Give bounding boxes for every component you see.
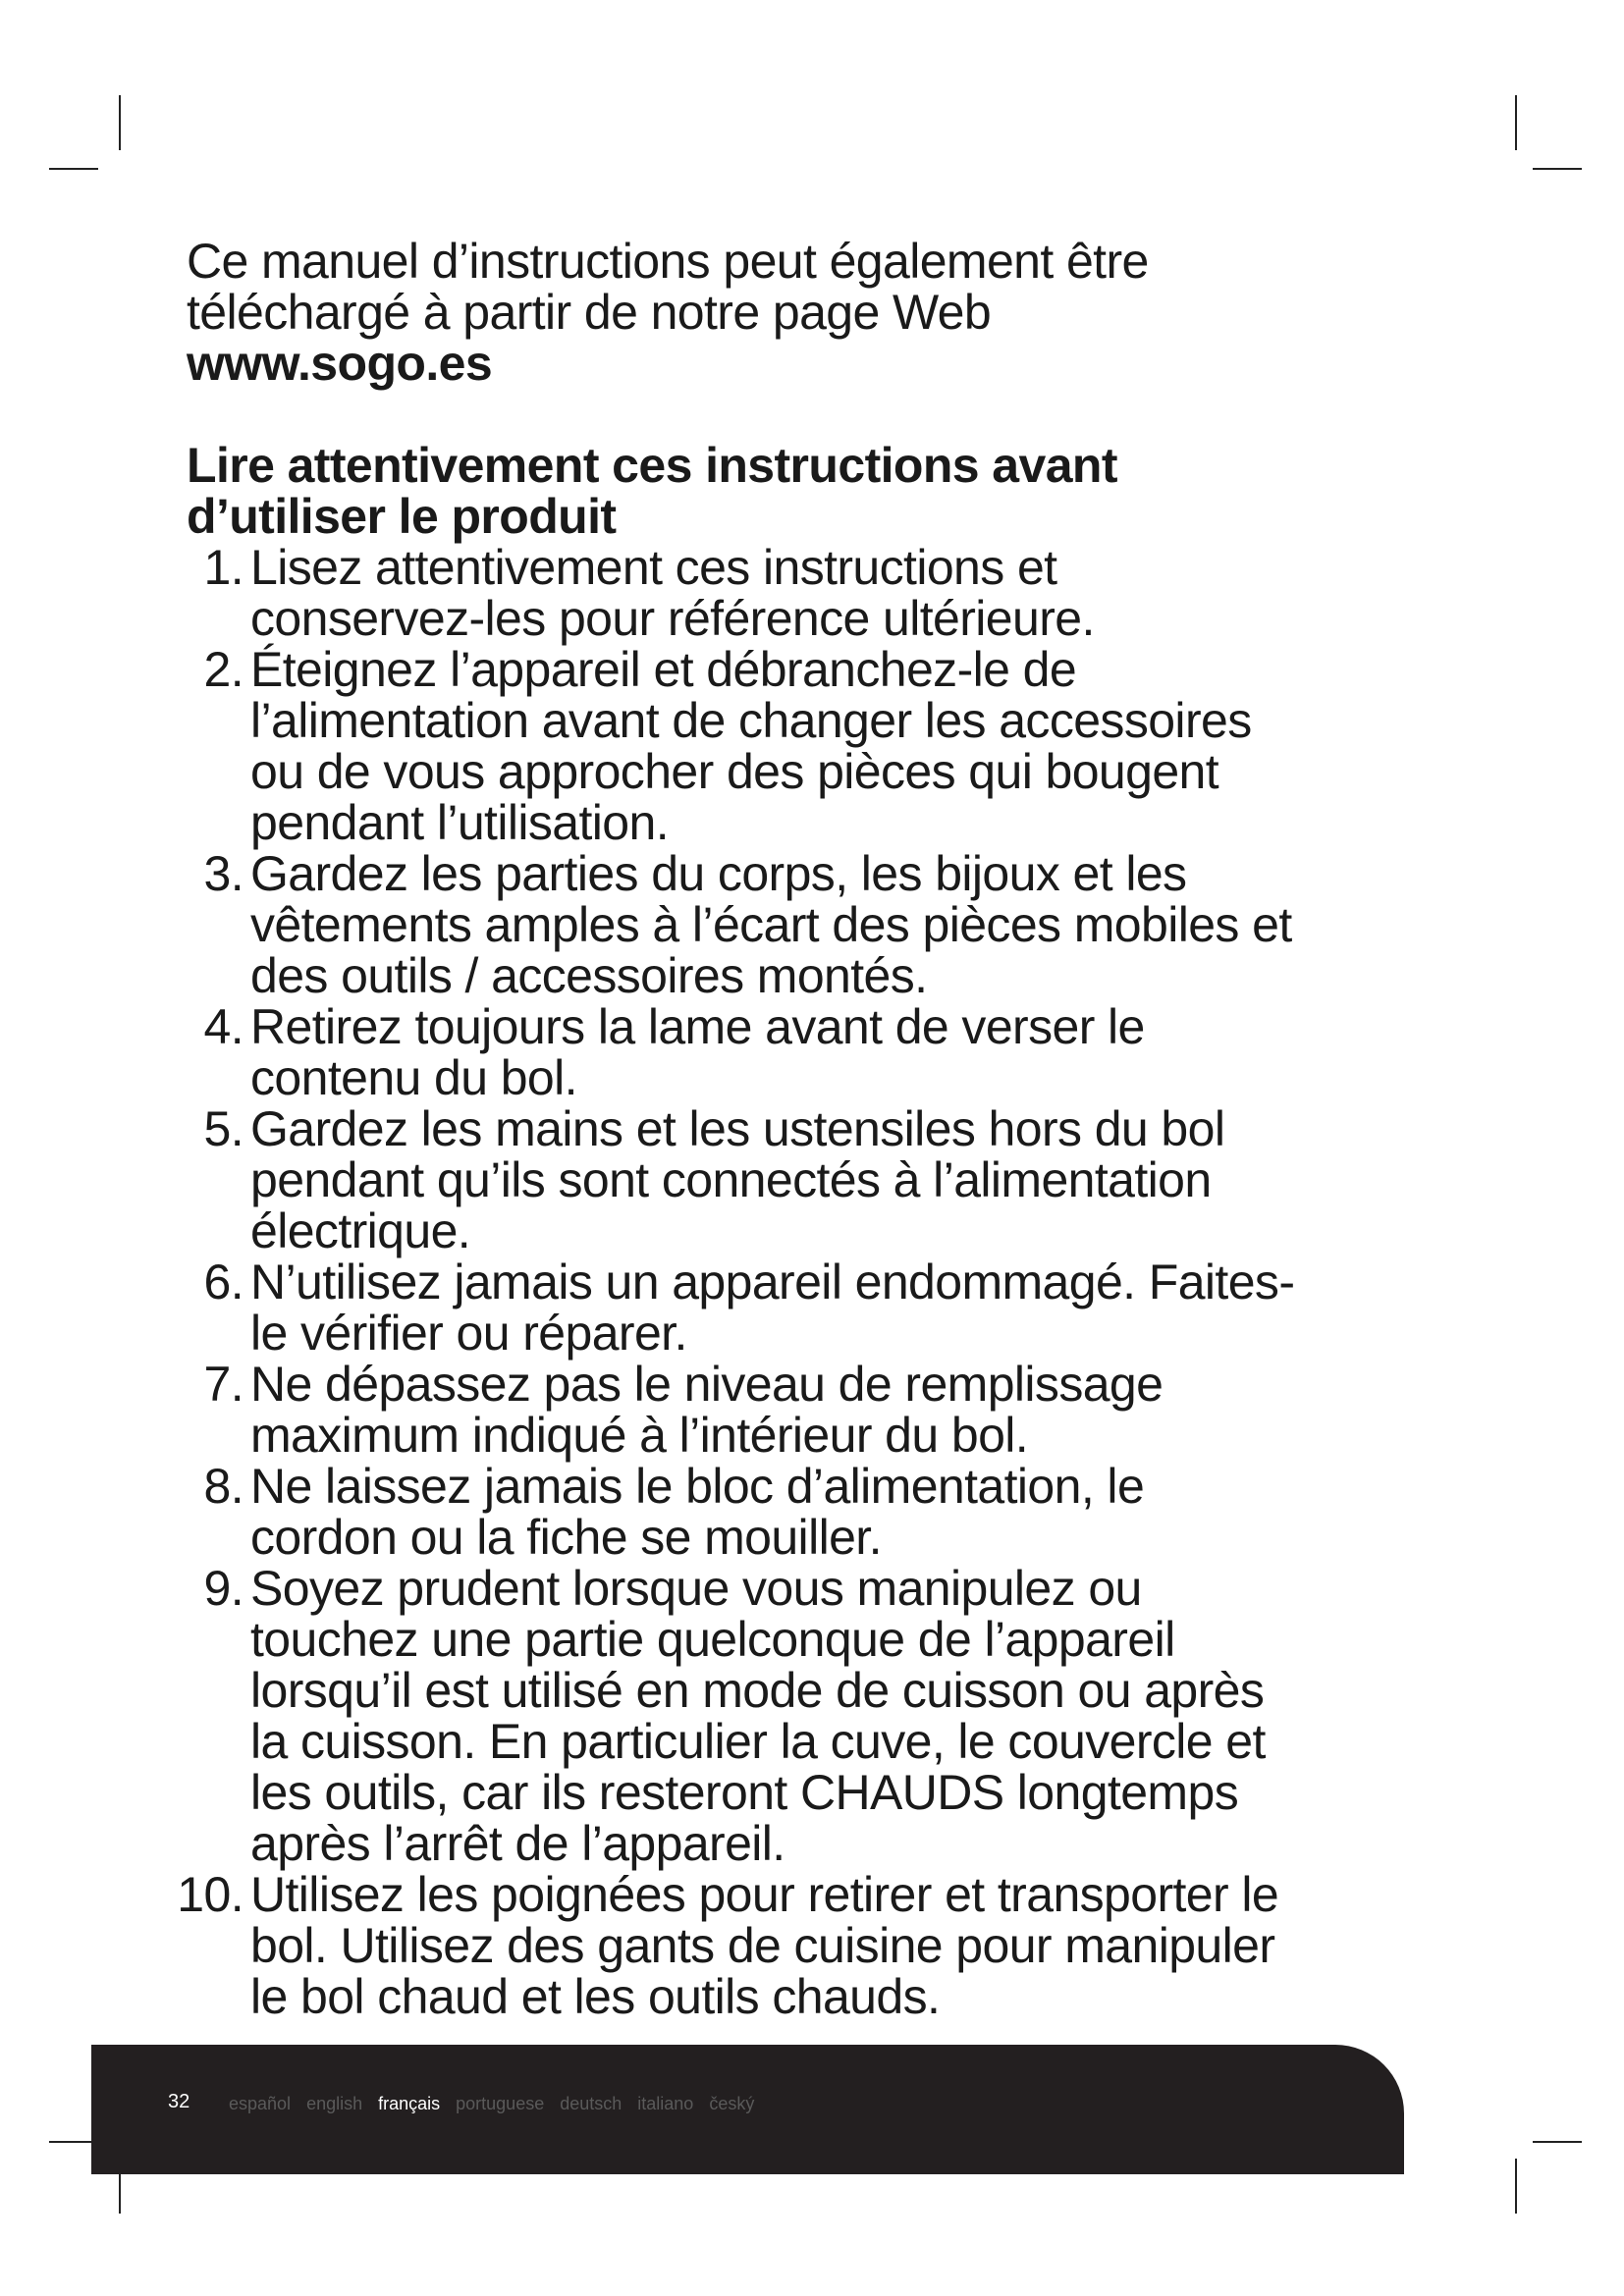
list-item-text-line: contenu du bol. — [250, 1050, 577, 1105]
section-heading — [187, 440, 1492, 542]
instruction-list — [177, 540, 1492, 2024]
list-item-text-line: Retirez toujours la lame avant de verser le — [250, 999, 1145, 1054]
crop-mark-top-left-v — [119, 95, 121, 150]
document-body — [177, 234, 1492, 2024]
list-item-text-line: le vérifier ou réparer. — [250, 1306, 687, 1361]
list-item-text-line: électrique. — [250, 1203, 471, 1258]
crop-mark-bottom-right-h — [1533, 2141, 1582, 2143]
list-item-text-line: Soyez prudent lorsque vous manipulez ou — [250, 1561, 1142, 1616]
heading-line-2: d’utiliser le produit — [187, 489, 617, 544]
list-item-text-line: Ne laissez jamais le bloc d’alimentation, le — [250, 1459, 1145, 1514]
heading-line-1: Lire attentivement ces instructions avant — [187, 438, 1117, 493]
list-item-number: 6. — [203, 1255, 244, 1309]
list-item — [177, 1867, 1492, 2024]
list-item-text-line: des outils / accessoires montés. — [250, 948, 928, 1003]
list-item-text-line: Gardez les mains et les ustensiles hors du bol — [250, 1101, 1225, 1156]
list-item-text-line: bol. Utilisez des gants de cuisine pour manipuler — [250, 1918, 1275, 1973]
list-item — [187, 1001, 1492, 1103]
list-item-number: 9. — [203, 1561, 244, 1616]
list-item-text-line: l’alimentation avant de changer les accessoires — [250, 693, 1252, 748]
list-item-text-line: maximum indiqué à l’intérieur du bol. — [250, 1408, 1029, 1463]
list-item-number: 10. — [177, 1867, 244, 1922]
intro-line-1: Ce manuel d’instructions peut également être — [187, 234, 1149, 289]
list-item — [187, 1256, 1492, 1359]
crop-mark-bottom-right-v — [1515, 2159, 1517, 2214]
list-item — [187, 644, 1492, 848]
list-item-number: 7. — [203, 1357, 244, 1412]
list-item-text-line: N’utilisez jamais un appareil endommagé. Faites- — [250, 1255, 1295, 1309]
language-link[interactable]: český — [709, 2094, 755, 2113]
list-item-text-line: lorsqu’il est utilisé en mode de cuisson ou après — [250, 1663, 1265, 1718]
list-item-text-line: Ne dépassez pas le niveau de remplissage — [250, 1357, 1164, 1412]
list-item-text-line: cordon ou la fiche se mouiller. — [250, 1510, 882, 1565]
list-item-text-line: Lisez attentivement ces instructions et — [250, 540, 1057, 595]
list-item-number: 1. — [203, 540, 244, 595]
list-item — [187, 1359, 1492, 1461]
language-link[interactable]: deutsch — [560, 2094, 623, 2113]
list-item-text-line: les outils, car ils resteront CHAUDS longtemps — [250, 1765, 1239, 1820]
list-item-number: 3. — [203, 846, 244, 901]
language-nav — [229, 2094, 754, 2114]
crop-mark-top-right-h — [1533, 168, 1582, 170]
language-link[interactable]: portuguese — [456, 2094, 545, 2113]
list-item-text-line: le bol chaud et les outils chauds. — [250, 1969, 941, 2024]
list-item-text-line: conservez-les pour référence ultérieure. — [250, 591, 1095, 646]
list-item — [187, 542, 1492, 644]
crop-mark-top-right-v — [1515, 95, 1517, 150]
page-number: 32 — [168, 2091, 190, 2112]
website-link[interactable]: www.sogo.es — [187, 336, 493, 391]
list-item — [187, 1563, 1492, 1869]
crop-mark-top-left-h — [49, 168, 98, 170]
list-item-text-line: la cuisson. En particulier la cuve, le couvercle et — [250, 1714, 1266, 1769]
list-item-number: 8. — [203, 1459, 244, 1514]
list-item-text-line: vêtements amples à l’écart des pièces mobiles et — [250, 897, 1292, 952]
list-item-text-line: Éteignez l’appareil et débranchez-le de — [250, 642, 1077, 697]
language-link[interactable]: français — [378, 2094, 441, 2113]
language-link[interactable]: italiano — [637, 2094, 694, 2113]
list-item-text-line: après l’arrêt de l’appareil. — [250, 1816, 785, 1871]
list-item — [187, 848, 1492, 1001]
list-item-text-line: Gardez les parties du corps, les bijoux et les — [250, 846, 1187, 901]
footer-bar — [91, 2045, 1404, 2174]
list-item-number: 2. — [203, 642, 244, 697]
intro-block — [187, 236, 1492, 389]
list-item-text-line: pendant l’utilisation. — [250, 795, 669, 850]
language-link[interactable]: english — [306, 2094, 363, 2113]
list-item-text-line: pendant qu’ils sont connectés à l’alimentation — [250, 1152, 1212, 1207]
list-item — [187, 1461, 1492, 1563]
list-item — [187, 1103, 1492, 1256]
intro-line-2: téléchargé à partir de notre page Web — [187, 285, 992, 340]
list-item-number: 5. — [203, 1101, 244, 1156]
list-item-text-line: ou de vous approcher des pièces qui bougent — [250, 744, 1219, 799]
list-item-text-line: Utilisez les poignées pour retirer et transporter le — [250, 1867, 1279, 1922]
list-item-text-line: touchez une partie quelconque de l’appareil — [250, 1612, 1175, 1667]
language-link[interactable]: español — [229, 2094, 292, 2113]
list-item-number: 4. — [203, 999, 244, 1054]
